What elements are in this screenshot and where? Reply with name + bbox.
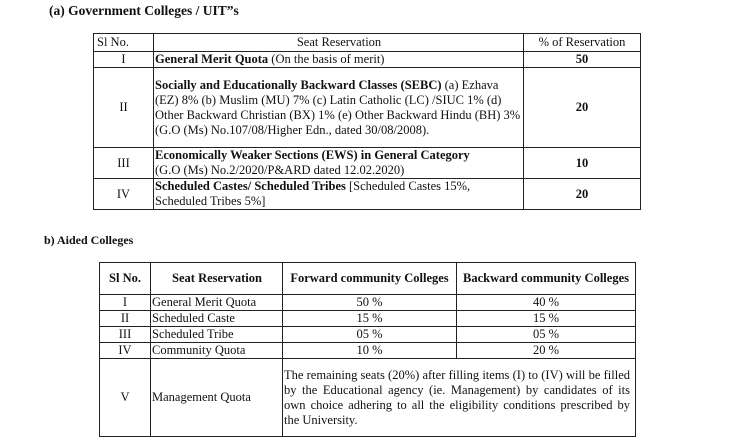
forward-percent: 15 % [283,311,457,327]
table-row [94,52,641,68]
section-b-heading: b) Aided Colleges [44,233,134,247]
backward-percent: 05 % [457,327,636,343]
table-row [100,343,636,359]
quota-name: Scheduled Caste [151,311,283,327]
table-header-row [100,263,636,295]
category-title: General Merit Quota [155,52,269,66]
header-sl-no: Sl No. [94,34,154,52]
row-number: I [94,52,154,68]
backward-percent: 40 % [457,295,636,311]
section-a-heading: (a) Government Colleges / UIT”s [49,3,239,18]
forward-percent: 10 % [283,343,457,359]
row-number: IV [100,343,151,359]
header-seat-reservation: Seat Reservation [154,34,524,52]
row-number: II [100,311,151,327]
quota-name: Community Quota [151,343,283,359]
government-colleges-table [93,33,641,210]
row-number: IV [94,179,154,210]
category-detail: (On the basis of merit) [268,52,385,66]
header-sl-no: Sl No. [100,263,151,295]
table-row [100,359,636,437]
quota-name: Management Quota [151,359,283,437]
management-quota-note: The remaining seats (20%) after filling items (I) to (IV) will be filled by the Educational agency (ie. Management) by candidates of its own choice adhering to all the eligibility conditions prescribed by the University. [283,359,636,437]
reservation-percent: 20 [524,68,641,148]
reservation-percent: 10 [524,148,641,179]
row-number: II [94,68,154,148]
table-row [94,68,641,148]
header-percent-reservation: % of Reservation [524,34,641,52]
category-detail: (G.O (Ms) No.2/2020/P&ARD dated 12.02.2020) [155,163,405,177]
backward-percent: 20 % [457,343,636,359]
reservation-percent: 20 [524,179,641,210]
row-number: III [94,148,154,179]
category-detail: (a) Ezhava (EZ) 8% (b) Muslim (MU) 7% (c) Latin Catholic (LC) /SIUC 1% (d) Other Backward Christian (BX) 1% (e) Other Backward Hindu (BH) 3% (G.O (Ms) No.107/08/Higher Edn., dated 30/08/2008). [155,77,521,137]
header-backward-community: Backward community Colleges [457,263,636,295]
table-row [94,148,641,179]
reservation-description [154,179,524,210]
reservation-description [154,148,524,179]
forward-percent: 50 % [283,295,457,311]
reservation-description [154,52,524,68]
aided-colleges-table [99,262,636,437]
table-header-row [94,34,641,52]
category-detail: [Scheduled Castes 15%, Scheduled Tribes 5%] [155,179,471,208]
forward-percent: 05 % [283,327,457,343]
reservation-description [154,68,524,148]
header-forward-community: Forward community Colleges [283,263,457,295]
table-row [100,311,636,327]
category-title: Socially and Educationally Backward Classes (SEBC) [155,77,442,92]
quota-name: General Merit Quota [151,295,283,311]
quota-name: Scheduled Tribe [151,327,283,343]
category-title: Scheduled Castes/ Scheduled Tribes [155,179,346,193]
category-title: Economically Weaker Sections (EWS) in General Category [155,148,470,162]
table-row [94,179,641,210]
row-number: I [100,295,151,311]
table-row [100,295,636,311]
backward-percent: 15 % [457,311,636,327]
header-seat-reservation: Seat Reservation [151,263,283,295]
row-number: III [100,327,151,343]
row-number: V [100,359,151,437]
table-row [100,327,636,343]
reservation-percent: 50 [524,52,641,68]
